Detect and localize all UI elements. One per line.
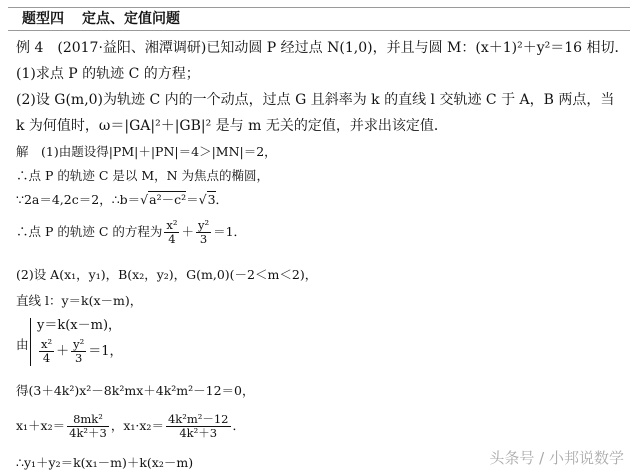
sqrt-value: 3 (207, 192, 216, 207)
fraction-y-sq-over-3: $\frac{\text{y²}}{3}$ (73, 337, 85, 365)
solution-line-5: (2)设 A(x₁，y₁)，B(x₂，y₂)，G(m,0)(－2＜m＜2)， (16, 267, 318, 282)
solution-line-4-prefix: ∴点 P 的轨迹 C 的方程为 (16, 224, 163, 239)
problem-question-2a: (2)设 G(m,0)为轨迹 C 内的一个动点，过点 G 且斜率为 k 的直线 l 交轨迹 C 于 A，B 两点，当 (16, 92, 615, 108)
solution-line-6: 直线 l：y＝k(x－m)， (16, 293, 143, 308)
solution-line-10: ∴y₁＋y₂＝k(x₁－m)＋k(x₂－m) (16, 455, 194, 470)
system-by-label: 由 (16, 337, 29, 352)
equals-sign: ＝ (186, 192, 199, 207)
section-title-bar (8, 7, 630, 31)
solution-line-9 (16, 413, 245, 440)
problem-question-1: (1)求点 P 的轨迹 C 的方程； (16, 66, 200, 82)
fraction-product: $\frac{\text{4k²m²－12}}{\text{4k²＋3}}$ (167, 412, 229, 440)
problem-question-2b: k 为何值时，ω＝|GA|²＋|GB|² 是与 m 无关的定值，并求出该定值． (16, 118, 448, 134)
watermark: 头条号 / 小邦说数学 (489, 449, 624, 467)
solution-line-1: 解 (1)由题设得|PM|＋|PN|＝4＞|MN|＝2， (16, 144, 277, 159)
line-end: ． (215, 192, 229, 207)
line-end: ＝1， (88, 344, 123, 359)
solution-line-8: 得(3＋4k²)x²－8k²mx＋4k²m²－12＝0， (16, 383, 255, 398)
system-row-2 (37, 338, 123, 365)
fraction-x-sq-over-4: $\frac{\text{x²}}{4}$ (166, 218, 178, 246)
equation-system (30, 318, 123, 366)
fraction-x-sq-over-4: $\frac{\text{x²}}{4}$ (41, 337, 53, 365)
section-label: 题型四 (22, 11, 64, 27)
sqrt-sign-2: √ (198, 192, 207, 207)
solution-line-4 (16, 219, 246, 246)
fraction-sum: $\frac{\text{8mk²}}{\text{4k²＋3}}$ (69, 412, 107, 440)
solution-line-2: ∴点 P 的轨迹 C 是以 M，N 为焦点的椭圆， (16, 168, 270, 183)
solution-line-3-prefix: ∵2a＝4,2c＝2，∴b＝ (16, 192, 141, 207)
system-row-1: y＝k(x－m)， (37, 318, 122, 333)
solution-line-3 (16, 191, 228, 209)
line-end: ＝1． (213, 224, 247, 239)
fraction-y-sq-over-3: $\frac{\text{y²}}{3}$ (198, 218, 210, 246)
plus-sign: ＋ (56, 344, 70, 359)
line-end: ． (232, 418, 246, 433)
sqrt-radicand: a²－c² (149, 192, 187, 207)
product-label: ，x₁·x₂＝ (110, 418, 164, 433)
plus-sign: ＋ (181, 224, 194, 239)
sqrt-sign: √ (140, 192, 149, 207)
problem-intro: 例 4 (2017·益阳、湘潭调研)已知动圆 P 经过点 N(1,0)，并且与圆 M：(x＋1)²＋y²＝16 相切． (16, 40, 629, 56)
section-title: 定点、定值问题 (82, 11, 180, 27)
sum-label: x₁＋x₂＝ (16, 418, 66, 433)
